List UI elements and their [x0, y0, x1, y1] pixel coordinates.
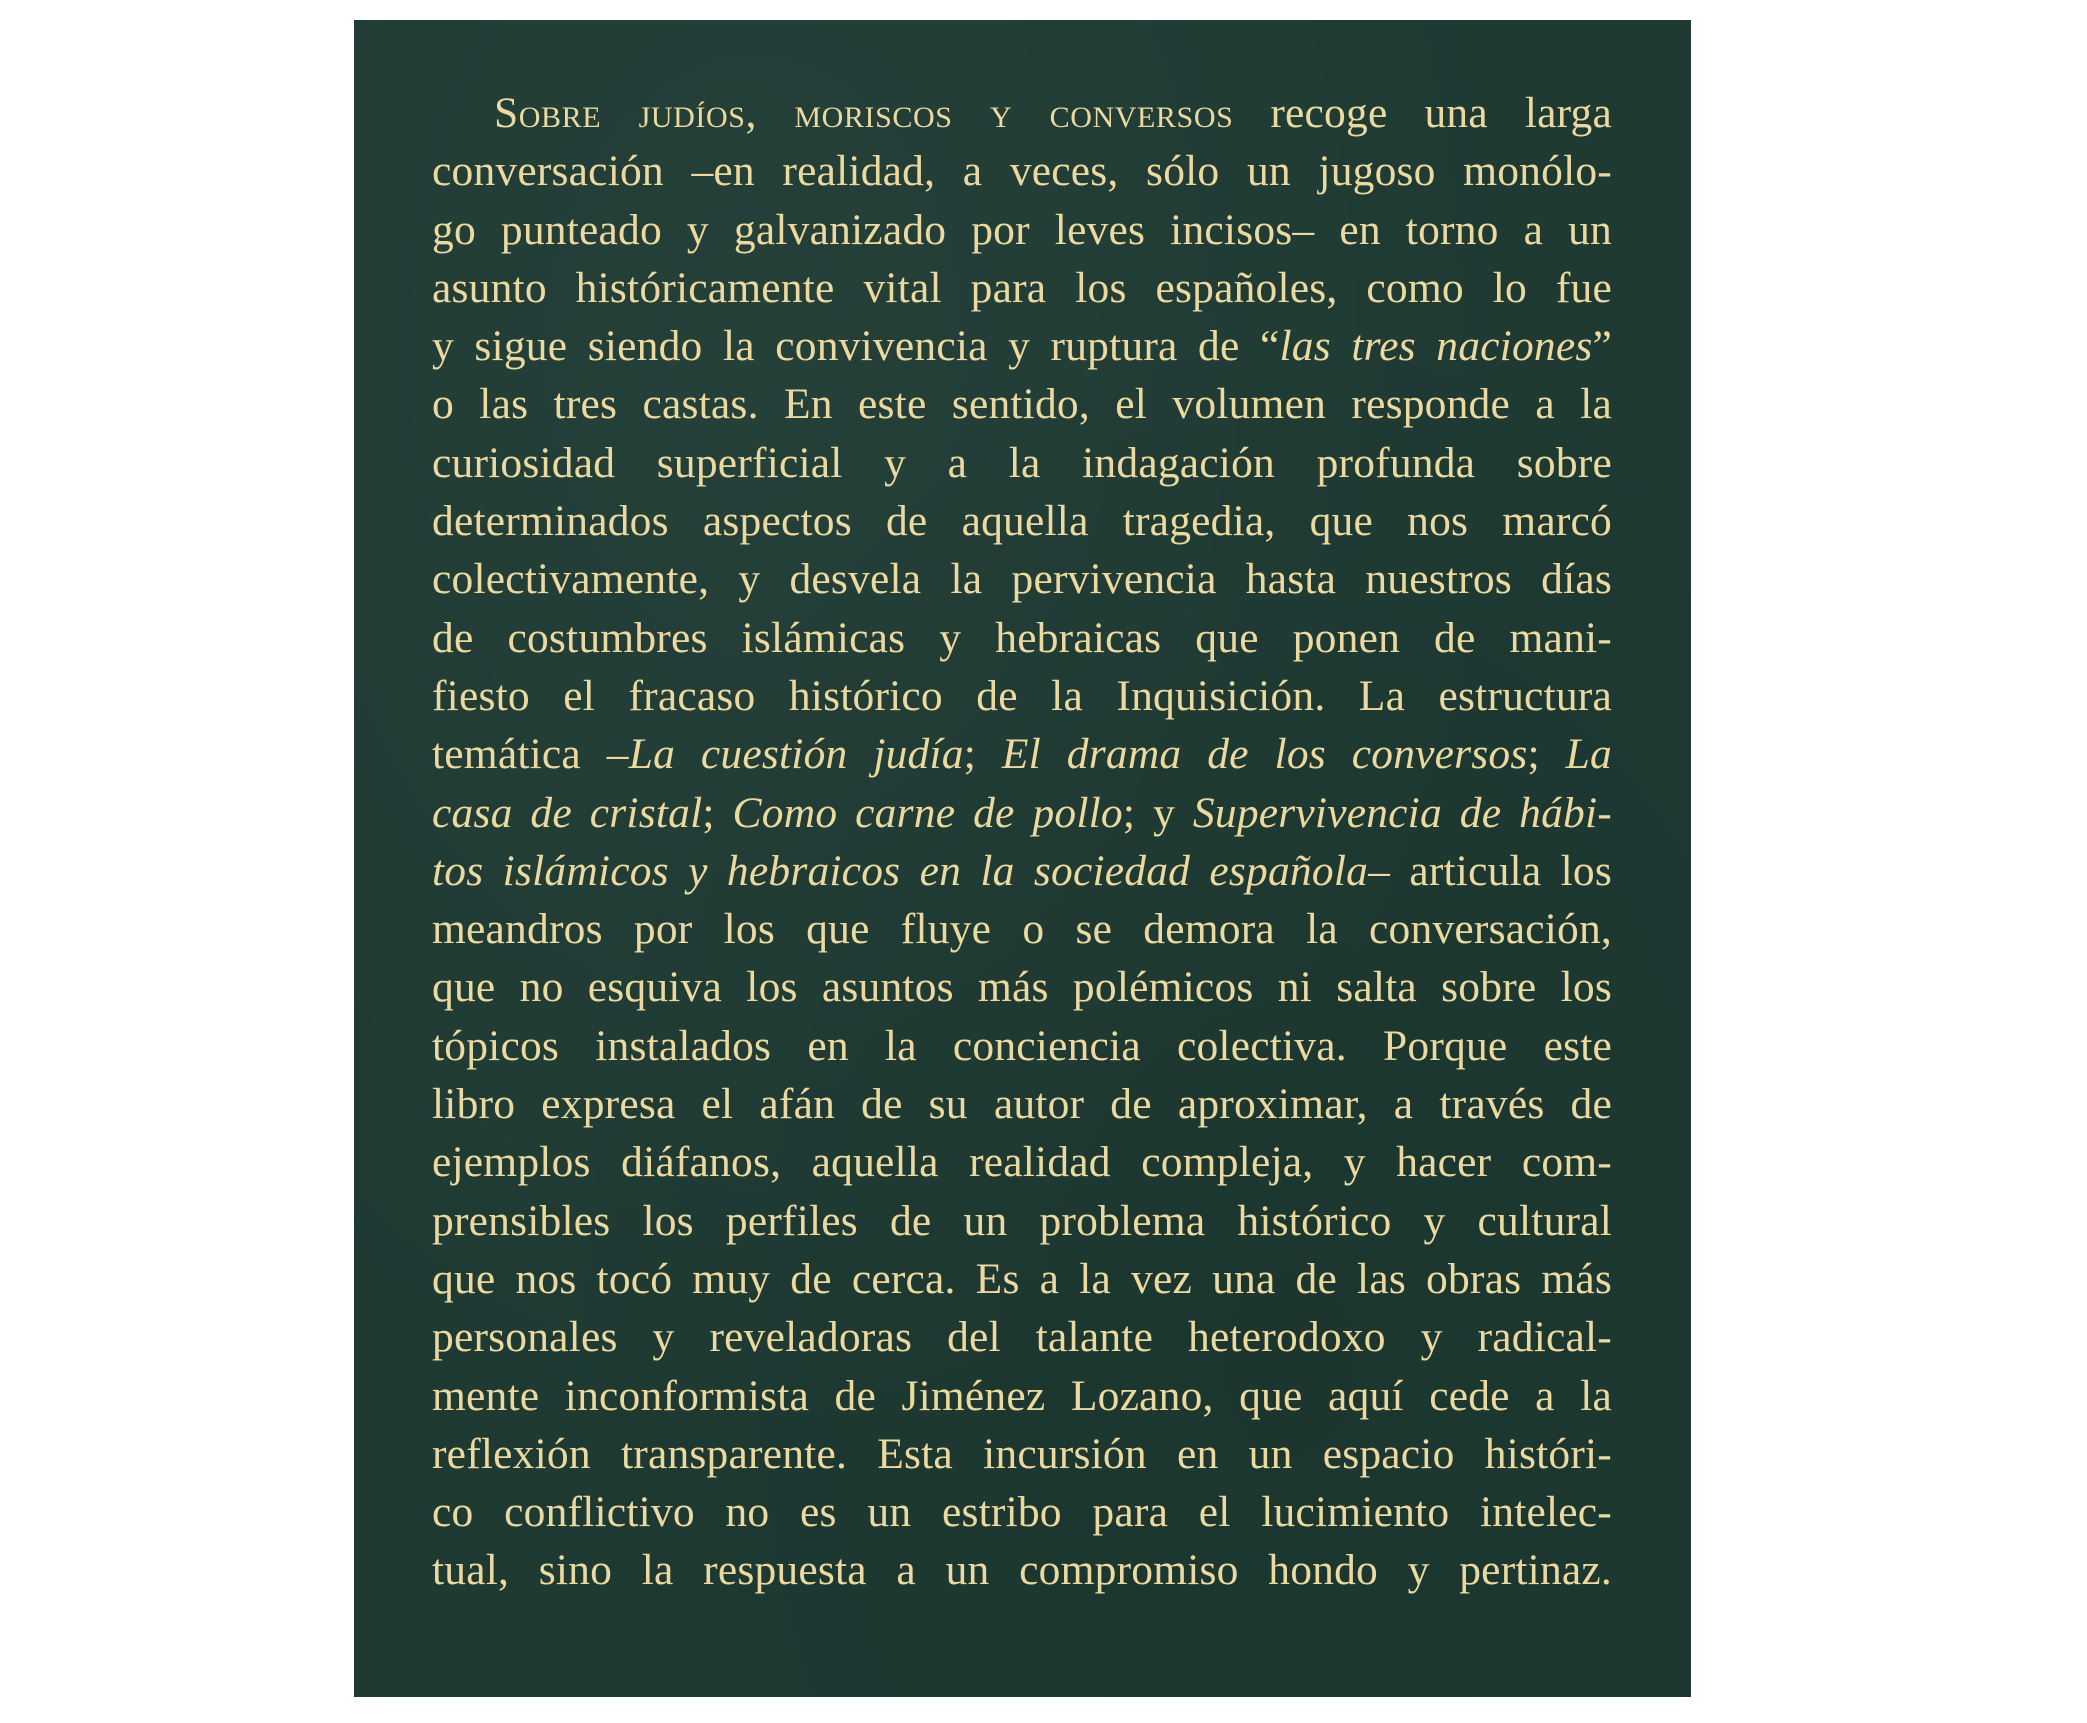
- blurb-line-15: meandros por los que fluye o se demora la conversación,: [432, 905, 1612, 954]
- blurb-line-4: asunto históricamente vital para los españoles, como lo fue: [432, 263, 1612, 312]
- blurb-line-19: ejemplos diáfanos, aquella realidad compleja, y hacer com-: [432, 1138, 1612, 1187]
- blurb-line-2: conversación –en realidad, a veces, sólo un jugoso monólo-: [432, 147, 1612, 196]
- blurb-line-5: y sigue siendo la convivencia y ruptura de “las tres naciones”: [432, 322, 1612, 371]
- blurb-line-12: temática –La cuestión judía; El drama de los conversos; La: [432, 730, 1612, 779]
- book-back-cover: [354, 20, 1691, 1697]
- blurb-line-3: go punteado y galvanizado por leves incisos– en torno a un: [432, 205, 1612, 254]
- blurb-line-8: determinados aspectos de aquella tragedia, que nos marcó: [432, 497, 1612, 546]
- blurb-line-23: mente inconformista de Jiménez Lozano, que aquí cede a la: [432, 1371, 1612, 1420]
- blurb-line-10: de costumbres islámicas y hebraicas que ponen de mani-: [432, 613, 1612, 662]
- chapter-title: Supervivencia de hábi-: [1192, 788, 1612, 837]
- blurb-line-1: Sobre judíos, moriscos y conversos recoge una larga: [494, 89, 1612, 137]
- blurb-line-18: libro expresa el afán de su autor de aproximar, a través de: [432, 1080, 1612, 1129]
- blurb-line-14: tos islámicos y hebraicos en la sociedad española– articula los: [432, 846, 1613, 895]
- blurb-line-11: fiesto el fracaso histórico de la Inquisición. La estructura: [432, 671, 1612, 720]
- blurb-line-7: curiosidad superficial y a la indagación profunda sobre: [432, 438, 1612, 487]
- chapter-title: casa de cristal: [432, 788, 703, 837]
- blurb-paragraph: [432, 84, 1612, 1600]
- chapter-title: tos islámicos y hebraicos en la sociedad española: [432, 846, 1369, 895]
- blurb-line-22: personales y reveladoras del talante heterodoxo y radical-: [432, 1313, 1612, 1362]
- italic-phrase: las tres naciones: [1279, 322, 1593, 371]
- chapter-title: Como carne de pollo: [732, 788, 1123, 837]
- blurb-line-17: tópicos instalados en la conciencia colectiva. Porque este: [432, 1021, 1612, 1070]
- chapter-title: La cuestión judía: [628, 730, 964, 779]
- chapter-title: El drama de los conversos: [1001, 730, 1528, 779]
- blurb-line-24: reflexión transparente. Esta incursión en un espacio históri-: [432, 1429, 1612, 1478]
- book-title: Sobre judíos, moriscos y conversos: [494, 89, 1234, 137]
- blurb-line-6: o las tres castas. En este sentido, el volumen responde a la: [432, 380, 1612, 429]
- blurb-line-26: tual, sino la respuesta a un compromiso hondo y pertinaz.: [432, 1546, 1612, 1595]
- blurb-line-21: que nos tocó muy de cerca. Es a la vez una de las obras más: [432, 1254, 1612, 1303]
- blurb-line-20: prensibles los perfiles de un problema histórico y cultural: [432, 1196, 1612, 1245]
- blurb-line-25: co conflictivo no es un estribo para el lucimiento intelec-: [432, 1488, 1612, 1537]
- blurb-line-13: casa de cristal; Como carne de pollo; y Supervivencia de hábi-: [432, 788, 1612, 837]
- blurb-line-9: colectivamente, y desvela la pervivencia hasta nuestros días: [432, 555, 1612, 604]
- chapter-title: La: [1565, 730, 1612, 779]
- blurb-line-16: que no esquiva los asuntos más polémicos ni salta sobre los: [432, 963, 1612, 1012]
